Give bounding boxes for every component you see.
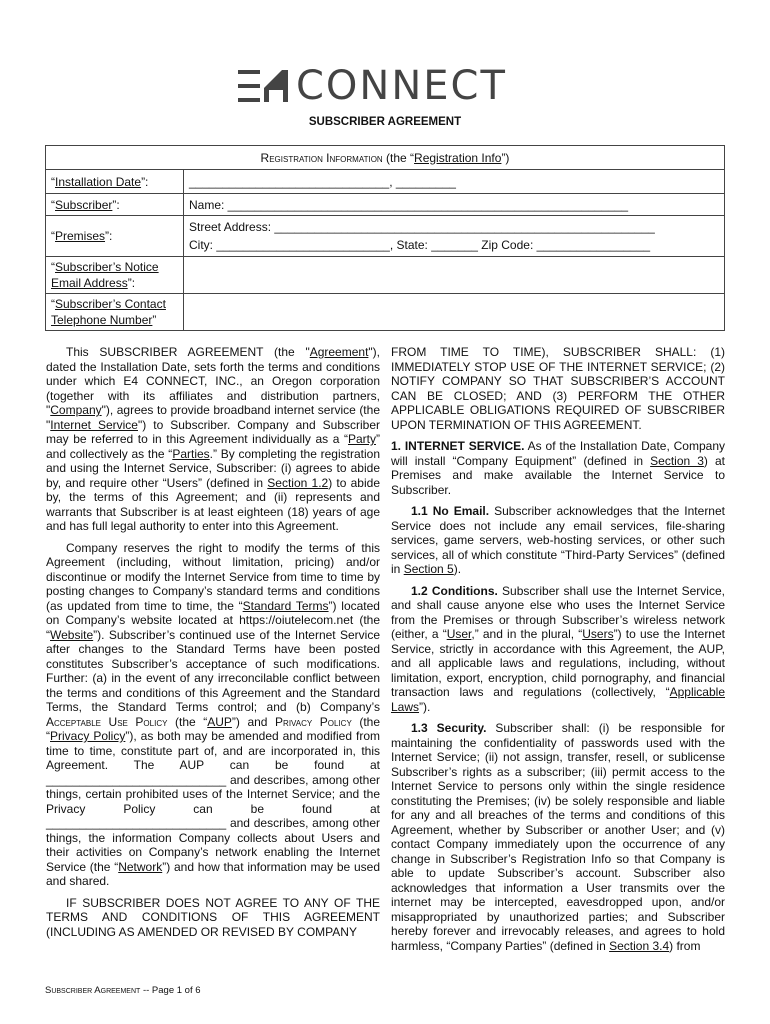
notice-email-label: “Subscriber’s Notice Email Address”: [46,257,184,294]
disagree-paragraph: IF SUBSCRIBER DOES NOT AGREE TO ANY OF THE TERMS AND CONDITIONS OF THIS AGREEMENT (INCLUDING AS AMENDED OR REVISED BY COMPANY [46,895,380,939]
section-1-paragraph: 1. INTERNET SERVICE. As of the Installation Date, Company will install “Company Equipment” (defined in Section 3) at Premises and make available the Internet Service to Subscriber. [391,439,725,497]
section-1-3-heading: 1.3 Security. [411,721,487,735]
disagree-continuation: FROM TIME TO TIME), SUBSCRIBER SHALL: (1) IMMEDIATELY STOP USE OF THE INTERNET SERVICE; (2) NOTIFY COMPANY SO THAT SUBSCRIBER’S ACCOUNT CAN BE CLOSED; AND (3) PERFORM THE OTHER APPLICABLE OBLIGATIONS REQUIRED OF SUBSCRIBER UPON TERMINATION OF THIS AGREEMENT. [391,345,725,432]
installation-date-label: “Installation Date”: [46,170,184,194]
registration-header-prefix: Registration Information [260,150,383,165]
installation-date-field[interactable]: ______________________________, _________ [184,170,725,194]
section-1-2-heading: 1.2 Conditions. [411,583,498,598]
body-right-column [391,345,725,960]
section-1-2-paragraph: 1.2 Conditions. Subscriber shall use the Internet Service, and shall cause anyone else who uses the Internet Service from the Premises or through Subscriber’s wireless network (either, a “User,” and in the plural, “Users”) to use the Internet Service, strictly in accordance with this Agreement, the AUP, and all applicable laws and regulations, including, without limitation, export, encryption, child pornography, and financial transaction laws and regulations (collectively, “Applicable Laws”). [391,583,725,714]
footer-title: Subscriber Agreement [45,985,141,996]
e4-mark-icon [238,68,298,104]
premises-address-field[interactable] [184,216,725,257]
subscriber-name-field[interactable]: Name: ____________________________________________________________ [184,194,725,216]
section-1-1-paragraph: 1.1 No Email. Subscriber acknowledges that the Internet Service does not include any email services, file-sharing services, game servers, web-hosting services, or other such services, all of which constitute “Third-Party Services” (defined in Section 5). [391,504,725,576]
section-1-3-paragraph: 1.3 Security. Subscriber shall: (i) be responsible for maintaining the confidentiality of passwords used with the Internet Service; (ii) not assign, transfer, resell, or sublicense Subscriber’s rights as a subscriber; (iii) permit access to the Internet Service to persons only within the single residence constituting the Premises; (iv) be solely responsible and liable for any and all breaches of the terms and conditions of this Agreement, whether by Subscriber or another User; and (v) contact Company immediately upon the occurrence of any change in Subscriber’s Registration Info so that Company is able to update Subscriber’s account. Subscriber also acknowledges that information a User transmits over the internet may be intercepted, eavesdropped upon, and/or misappropriated by unauthorized parties; and Subscriber hereby forever and irrevocably releases, and agrees to hold harmless, “Company Parties” (defined in Section 3.4) from [391,721,725,953]
body-left-column [46,345,380,946]
notice-email-field[interactable] [184,257,725,294]
company-logo [238,63,538,109]
registration-header-mid: (the “ [382,150,415,165]
intro-paragraph: This SUBSCRIBER AGREEMENT (the "Agreement"), dated the Installation Date, sets forth the terms and conditions under which E4 CONNECT, INC., an Oregon corporation (together with its affiliates and distribution partners, "Company"), agrees to provide broadband internet service (the "Internet Service") to Subscriber. Company and Subscriber may be referred to in this Agreement individually as a “Party” and collectively as the “Parties.” By completing the registration and using the Internet Service, Subscriber: (i) agrees to abide by, and require other “Users” (defined in Section 1.2) to abide by, the terms of this Agreement; and (ii) represents and warrants that Subscriber is at least eighteen (18) years of age and has full legal authority to enter into this Agreement. [46,345,381,533]
logo-text: CONNECT [296,63,507,109]
page-footer [45,985,201,996]
street-address-field[interactable]: Street Address: _________________________________________________________ [189,220,655,234]
registration-info-table [45,145,725,331]
section-1-1-heading: 1.1 No Email. [411,504,490,518]
registration-info-link: Registration Info [414,150,502,165]
contact-phone-field[interactable] [184,294,725,331]
modification-paragraph: Company reserves the right to modify the terms of this Agreement (including, without limitation, pricing) and/or discontinue or modify the Internet Service from time to time by posting changes to Company’s standard terms and conditions (as updated from time to time, the “Standard Terms”) located on Company’s website located at https://oiutelecom.net (the “Website”). Subscriber’s continued use of the Internet Service after changes to the Standard Terms have been posted constitutes Subscriber’s acceptance of such modifications. Further: (a) in the event of any irreconcilable conflict between the terms and conditions of this Agreement and the Standard Terms, the Standard Terms control; and (b) Company’s Acceptable Use Policy (the “AUP”) and Privacy Policy (the “Privacy Policy”), as both may be amended and modified from time to time, constitute part of, and are incorporated in, this Agreement. The AUP can be found at ___________________________ and describes, among other things, certain prohibited uses of the Internet Service; and the Privacy Policy can be found at ___________________________ and describes, among other things, the information Company collects about Users and their activities on Company’s network enabling the Internet Service (the “Network”) and how that information may be used and shared. [46,540,381,888]
contact-phone-label: “Subscriber’s Contact Telephone Number” [46,294,184,331]
registration-header-suffix: ”) [501,150,510,165]
document-title: SUBSCRIBER AGREEMENT [308,116,462,128]
footer-page-number: -- Page 1 of 6 [140,985,201,996]
premises-label: “Premises”: [46,216,184,257]
city-state-zip-field[interactable]: City: __________________________, State: _______ Zip Code: _________________ [189,238,651,252]
section-1-heading: 1. INTERNET SERVICE. [391,439,525,453]
registration-header [46,146,725,170]
subscriber-label: “Subscriber”: [46,194,184,216]
